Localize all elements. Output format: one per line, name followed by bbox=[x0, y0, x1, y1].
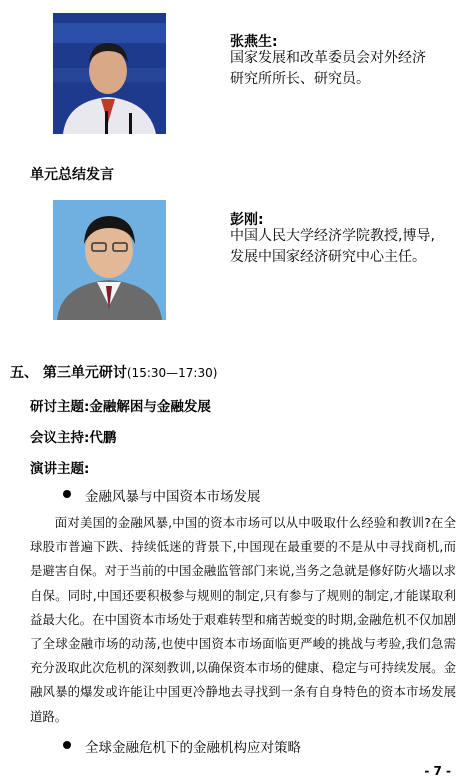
topic-line bbox=[30, 395, 211, 415]
speaker-bio-2-line-1: 中国人民大学经济学院教授,博导, bbox=[230, 228, 435, 244]
host-label: 会议主持: bbox=[30, 430, 90, 446]
page-number: - 7 - bbox=[424, 764, 451, 778]
speaker-name-1: 张燕生: bbox=[230, 34, 278, 50]
section-time: (15:30—17:30) bbox=[126, 366, 218, 380]
section-heading bbox=[10, 362, 217, 382]
speaker-name-2: 彭刚: bbox=[230, 212, 264, 228]
bullet-item-1: 金融风暴与中国资本市场发展 bbox=[85, 489, 261, 505]
topic-value: 金融解困与金融发展 bbox=[89, 399, 211, 415]
speech-label: 演讲主题: bbox=[30, 461, 90, 477]
bullet-dot-icon bbox=[63, 741, 71, 749]
speaker-bio-2-line-2: 发展中国家经济研究中心主任。 bbox=[230, 249, 426, 265]
bullet-item-2: 全球金融危机下的金融机构应对策略 bbox=[85, 740, 301, 756]
speaker-portrait-icon bbox=[53, 13, 166, 134]
topic-label: 研讨主题: bbox=[30, 399, 90, 415]
host-value: 代鹏 bbox=[89, 430, 117, 446]
section-title: 五、 第三单元研讨 bbox=[10, 365, 127, 381]
speaker-photo-2 bbox=[53, 200, 166, 320]
host-line bbox=[30, 426, 116, 446]
speaker-portrait-icon bbox=[53, 200, 166, 320]
speaker-photo-1 bbox=[53, 13, 166, 134]
speaker-bio-1-line-1: 国家发展和改革委员会对外经济 bbox=[230, 50, 426, 66]
body-paragraph: 面对美国的金融风暴,中国的资本市场可以从中吸取什么经验和教训?在全球股市普遍下跌、持续低迷的背景下,中国现在最重要的不是从中寻找商机,而是避害自保。对于当前的中国金融监管部门来说,当务之急就是修好防火墙以求自保。同时,中国还要积极参与规则的制定,只有参与了规则的制定,才能谋取利益最大化。在中国资本市场处于艰难转型和痛苦蜕变的时期,金融危机不仅加剧了全球金融市场的动荡,也使中国资本市场面临更严峻的挑战与考验,我们急需充分汲取此次危机的深刻教训,以确保资本市场的健康、稳定与可持续发展。金融风暴的爆发或许能让中国更冷静地去寻找到一条有自身特色的资本市场发展道路。 bbox=[30, 515, 456, 724]
bullet-dot-icon bbox=[63, 490, 71, 498]
unit-summary-heading: 单元总结发言 bbox=[30, 167, 114, 183]
speaker-bio-1-line-2: 研究所所长、研究员。 bbox=[230, 71, 370, 87]
